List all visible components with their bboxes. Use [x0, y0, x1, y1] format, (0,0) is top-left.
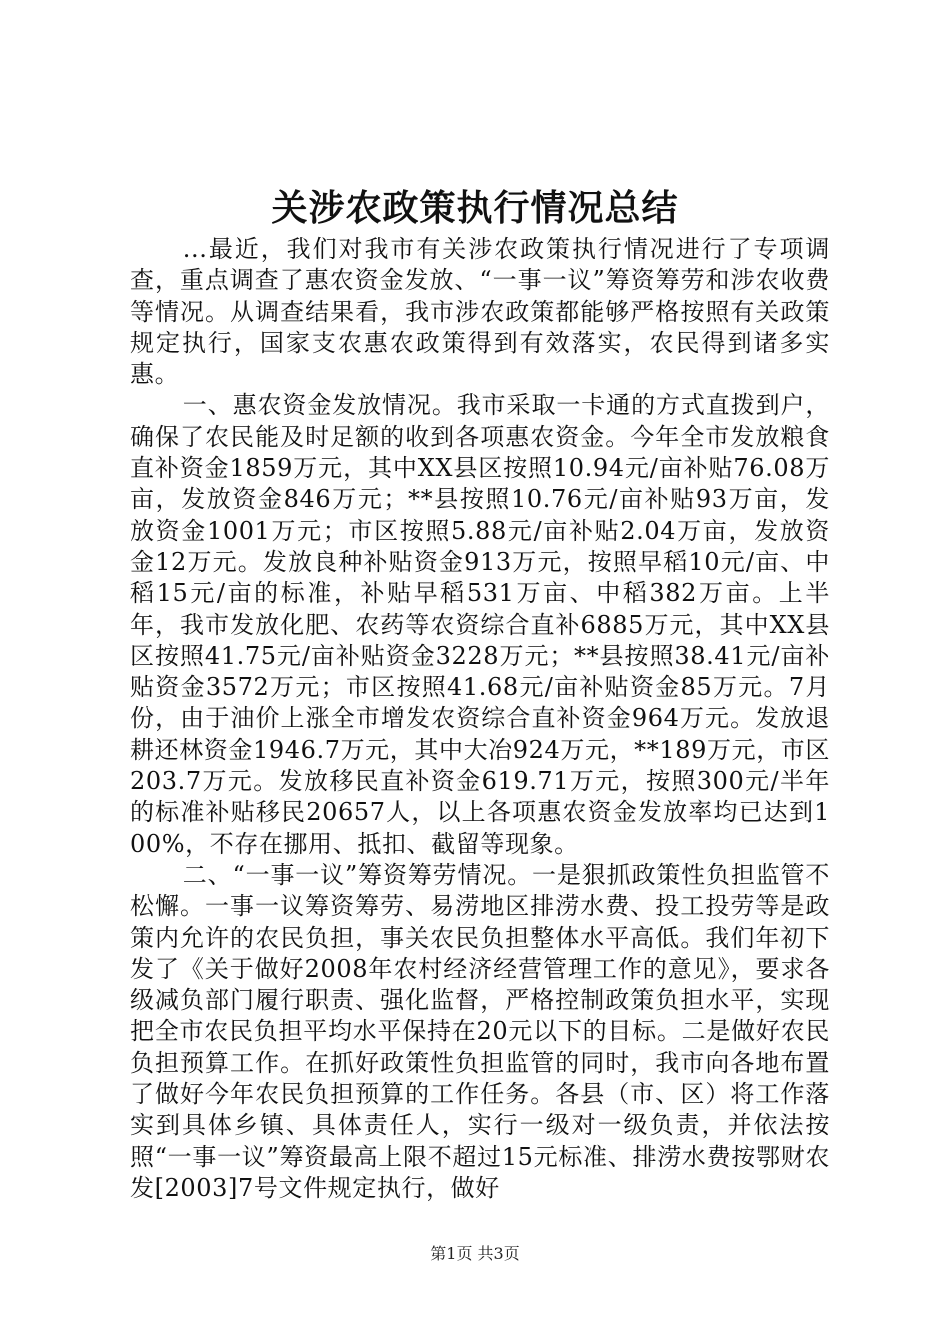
page-indicator: 第1页 共3页 [430, 1244, 520, 1263]
paragraph-section-1: 一、惠农资金发放情况。我市采取一卡通的方式直拨到户，确保了农民能及时足额的收到各项惠农资金。今年全市发放粮食直补资金1859万元，其中XX县区按照10.94元/亩补贴76.08万亩，发放资金846万元；**县按照10.76元/亩补贴93万亩，发放资金1001万元；市区按照5.88元/亩补贴2.04万亩，发放资金12万元。发放良种补贴资金913万元，按照早稻10元/亩、中稻15元/亩的标准，补贴早稻531万亩、中稻382万亩。上半年，我市发放化肥、农药等农资综合直补6885万元，其中XX县区按照41.75元/亩补贴资金3228万元；**县按照38.41元/亩补贴资金3572万元；市区按照41.68元/亩补贴资金85万元。7月份，由于油价上涨全市增发农资综合直补资金964万元。发放退耕还林资金1946.7万元，其中大冶924万元，**189万元，市区203.7万元。发放移民直补资金619.71万元，按照300元/半年的标准补贴移民20657人，以上各项惠农资金发放率均已达到100%，不存在挪用、抵扣、截留等现象。 [130, 391, 830, 858]
paragraph-section-2: 二、“一事一议”筹资筹劳情况。一是狠抓政策性负担监管不松懈。一事一议筹资筹劳、易涝地区排涝水费、投工投劳等是政策内允许的农民负担，事关农民负担整体水平高低。我们年初下发了《关于做好2008年农村经济经营管理工作的意见》，要求各级减负部门履行职责、强化监督，严格控制政策负担水平，实现把全市农民负担平均水平保持在20元以下的目标。二是做好农民负担预算工作。在抓好政策性负担监管的同时，我市向各地布置了做好今年农民负担预算的工作任务。各县（市、区）将工作落实到具体乡镇、具体责任人，实行一级对一级负责，并依法按照“一事一议”筹资最高上限不超过15元标准、排涝水费按鄂财农发[2003]7号文件规定执行，做好 [130, 860, 830, 1202]
paragraph-intro: ...最近，我们对我市有关涉农政策执行情况进行了专项调查，重点调查了惠农资金发放、“一事一议”筹资筹劳和涉农收费等情况。从调查结果看，我市涉农政策都能够严格按照有关政策规定执行，国家支农惠农政策得到有效落实，农民得到诸多实惠。 [130, 235, 830, 389]
document-body [130, 234, 830, 1204]
document-title: 关涉农政策执行情况总结 [271, 187, 679, 229]
